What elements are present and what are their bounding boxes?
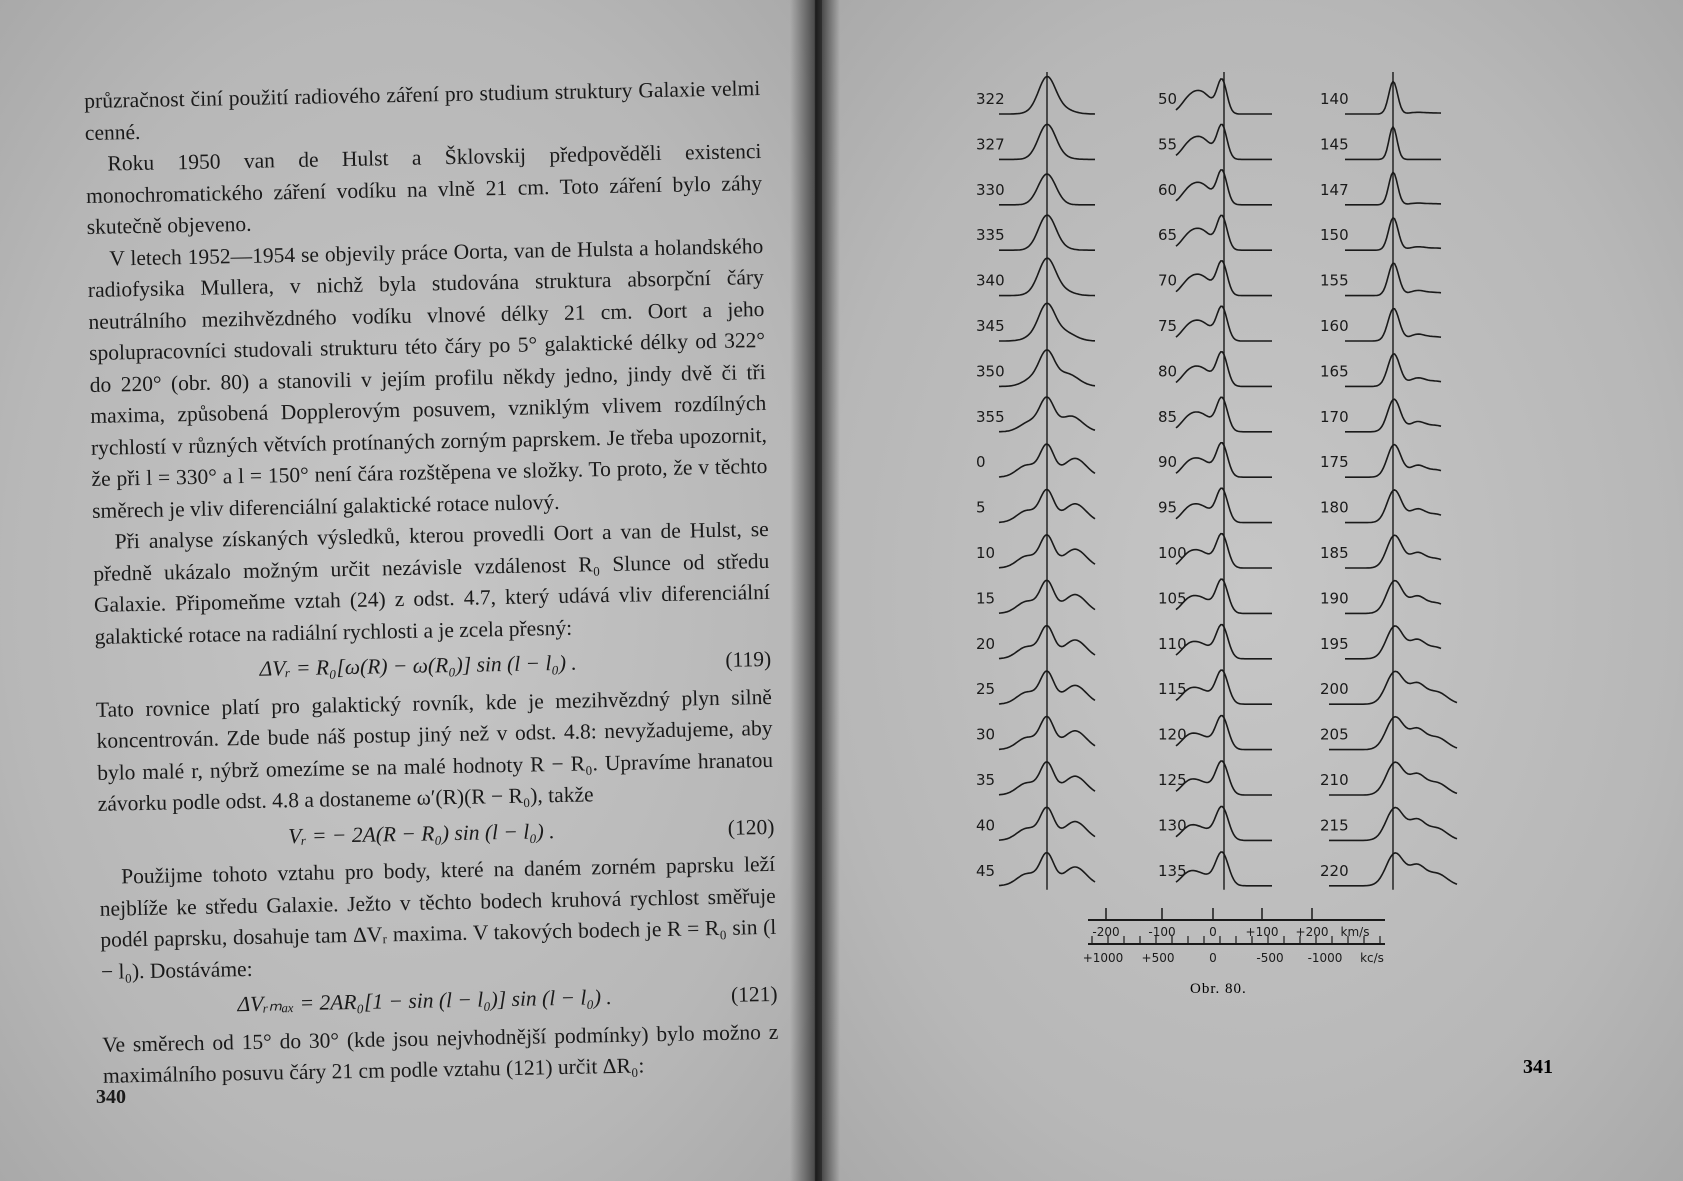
profile-longitude-label: 5 xyxy=(976,498,986,517)
velocity-tick-label: +100 xyxy=(1245,925,1279,939)
velocity-tick-label: +200 xyxy=(1295,925,1329,939)
profile-longitude-label: 205 xyxy=(1320,725,1349,744)
profile-longitude-label: 55 xyxy=(1158,135,1178,154)
paragraph-6: Použijme tohoto vztahu pro body, které na daném zorném paprsku leží nejblíže ke středu Galaxie. Ježto v těchto bodech kruhová rychlost směřuje podél paprsku, dosahuje tam ΔVᵣ maxima. V takových bodech je R = R₀ sin (l − l₀). Dostáváme: xyxy=(99,851,777,984)
profile-longitude-label: 145 xyxy=(1320,135,1349,154)
equation-120-number: (120) xyxy=(727,814,775,840)
profile-longitude-label: 210 xyxy=(1320,771,1349,789)
profile-longitude-label: 150 xyxy=(1320,226,1349,245)
equation-119-expression: ΔVᵣ = R₀[ω(R) − ω(R₀)] sin (l − l₀) . xyxy=(259,650,578,681)
figure-caption: Obr. 80. xyxy=(1190,981,1247,997)
profile-longitude-label: 195 xyxy=(1320,634,1349,653)
frequency-tick-label: 0 xyxy=(1209,951,1217,965)
equation-119-number: (119) xyxy=(725,646,772,672)
profile-longitude-label: 85 xyxy=(1158,407,1178,426)
equation-121-expression: ΔVᵣₘₐₓ = 2AR₀[1 − sin (l − l₀)] sin (l − l₀) . xyxy=(237,985,613,1017)
paragraph-2: Roku 1950 van de Hulst a Šklovskij předpověděli existenci monochromatického záření vodíku na vlně 21 cm. Toto záření bylo záhy skutečně objeveno. xyxy=(85,139,763,239)
profile-longitude-label: 322 xyxy=(976,90,1005,108)
frequency-tick-label: -1000 xyxy=(1307,951,1343,965)
profile-longitude-label: 95 xyxy=(1158,498,1178,517)
profile-longitude-label: 330 xyxy=(976,180,1005,199)
velocity-tick-label: -100 xyxy=(1148,925,1176,939)
profile-longitude-label: 155 xyxy=(1320,271,1349,290)
profile-longitude-label: 100 xyxy=(1158,544,1187,562)
profile-longitude-label: 80 xyxy=(1158,362,1178,381)
profile-longitude-label: 105 xyxy=(1158,589,1187,608)
equation-121-number: (121) xyxy=(730,981,778,1007)
profile-longitude-label: 147 xyxy=(1320,180,1349,199)
profile-longitude-label: 185 xyxy=(1320,544,1349,562)
profile-longitude-label: 190 xyxy=(1320,589,1349,608)
profile-longitude-label: 75 xyxy=(1158,317,1178,335)
profile-longitude-label: 355 xyxy=(976,407,1005,426)
velocity-unit-label: km/s xyxy=(1340,925,1370,939)
profile-longitude-label: 15 xyxy=(976,589,996,608)
profile-longitude-label: 180 xyxy=(1320,498,1349,517)
profile-longitude-label: 70 xyxy=(1158,271,1178,290)
paragraph-5: Tato rovnice platí pro galaktický rovník, kde je mezihvězdný plyn silně koncentrován. Zde bude náš postup jiný než v odst. 4.8: nevyžadujeme, aby bylo malé r, nýbrž omezíme se na malé hodnoty R − R₀. Upravíme hranatou závorku podle odst. 4.8 a dostaneme ω′(R)(R − R₀), takže xyxy=(95,684,774,816)
frequency-tick-label: -500 xyxy=(1256,951,1284,965)
profile-longitude-label: 350 xyxy=(976,362,1005,381)
profile-longitude-label: 120 xyxy=(1158,725,1187,744)
frequency-unit-label: kc/s xyxy=(1360,951,1384,965)
paragraph-3: V letech 1952—1954 se objevily práce Oorta, van de Hulsta a holandského radiofysika Mullera, v nichž byla studována struktura absorpční čáry neutrálního mezihvězdného vodíku vlnové délky 21 cm. Oort a jeho spolupracovníci studovali strukturu této čáry po 5° galaktické délky od 322° do 220° (obr. 80) a stanovili v jejím profilu někdy jedno, jindy dvě či tři maxima, způsobená Dopplerovým posuvem, vzniklým vlivem rozdílných rychlostí v různých větvích protínaných zorným paprskem. Je třeba upozornit, že při l = 330° a l = 150° není čára rozštěpena ve složky. To proto, že v těchto směrech je vliv diferenciální galaktické rotace nulový. xyxy=(87,233,768,523)
profile-longitude-label: 130 xyxy=(1158,816,1187,835)
profile-longitude-label: 35 xyxy=(976,771,996,789)
profile-longitude-label: 20 xyxy=(976,634,996,653)
paragraph-1: průzračnost činí použití radiového záření pro studium struktury Galaxie velmi cenné. xyxy=(84,76,761,145)
frequency-tick-label: +500 xyxy=(1141,951,1175,965)
frequency-tick-label: +1000 xyxy=(1082,951,1124,965)
profile-longitude-label: 345 xyxy=(976,317,1005,335)
profile-longitude-label: 170 xyxy=(1320,407,1349,426)
profile-longitude-label: 65 xyxy=(1158,226,1178,245)
right-page-number: 341 xyxy=(1523,1056,1553,1078)
profile-longitude-label: 60 xyxy=(1158,180,1178,199)
profile-longitude-label: 25 xyxy=(976,680,996,699)
profile-longitude-label: 30 xyxy=(976,725,996,744)
profile-longitude-label: 90 xyxy=(1158,453,1178,472)
velocity-tick-label: 0 xyxy=(1209,925,1217,939)
profile-longitude-label: 10 xyxy=(976,544,996,562)
profile-longitude-label: 115 xyxy=(1158,680,1187,699)
profile-longitude-label: 110 xyxy=(1158,634,1187,653)
profile-longitude-label: 175 xyxy=(1320,453,1349,472)
profile-longitude-label: 200 xyxy=(1320,680,1349,699)
profile-longitude-label: 160 xyxy=(1320,317,1349,335)
profile-longitude-label: 340 xyxy=(976,271,1005,290)
velocity-tick-label: -200 xyxy=(1092,925,1120,939)
paragraph-7: Ve směrech od 15° do 30° (kde jsou nejvhodnější podmínky) bylo možno z maximálního posuvu čáry 21 cm podle vztahu (121) určit ΔR₀: xyxy=(102,1019,779,1088)
profile-longitude-label: 220 xyxy=(1320,861,1349,880)
left-page-number: 340 xyxy=(96,1086,126,1108)
profile-longitude-label: 215 xyxy=(1320,816,1349,835)
profile-longitude-label: 45 xyxy=(976,861,996,880)
profile-longitude-label: 0 xyxy=(976,453,986,472)
profile-longitude-label: 140 xyxy=(1320,90,1349,108)
equation-120-expression: Vᵣ = − 2A(R − R₀) sin (l − l₀) . xyxy=(288,818,555,848)
profile-longitude-label: 135 xyxy=(1158,861,1187,880)
profile-longitude-label: 125 xyxy=(1158,771,1187,789)
profile-longitude-label: 40 xyxy=(976,816,996,835)
profile-longitude-label: 327 xyxy=(976,135,1005,154)
paragraph-4: Při analyse získaných výsledků, kterou provedli Oort a van de Hulst, se předně ukázalo možným určit nezávisle vzdálenost R₀ Slunce od středu Galaxie. Připomeňme vztah (24) z odst. 4.7, který udává vliv diferenciální galaktické rotace na radiální rychlosti a je zcela přesný: xyxy=(93,516,771,649)
profile-longitude-label: 335 xyxy=(976,226,1005,245)
profile-longitude-label: 165 xyxy=(1320,362,1349,381)
profile-longitude-label: 50 xyxy=(1158,90,1178,108)
